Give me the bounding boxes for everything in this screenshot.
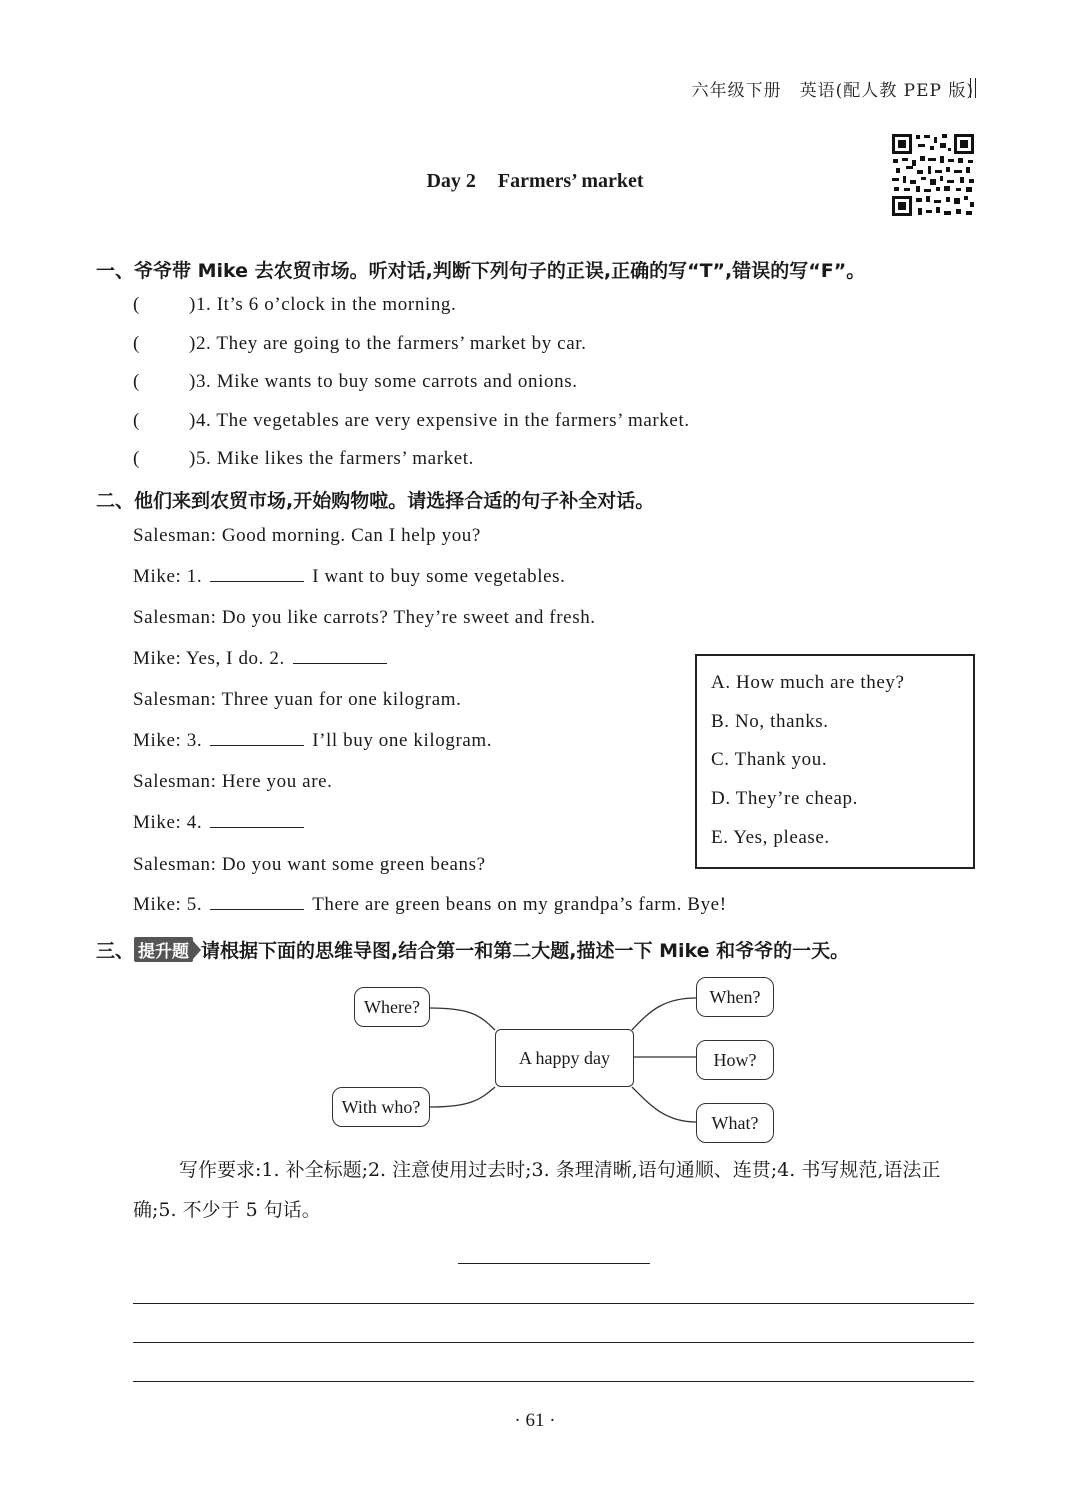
mind-node-what: What? xyxy=(696,1103,774,1143)
option-d: D. They’re cheap. xyxy=(711,788,859,809)
tf-item: ( )2. They are going to the farmers’ market by car. xyxy=(133,333,587,354)
tf-item: ( )4. The vegetables are very expensive in the farmers’ market. xyxy=(133,410,690,431)
dialogue-line: Mike: 1. I want to buy some vegetables. xyxy=(133,566,566,587)
book-header: 六年级下册 英语(配人教 PEP 版) xyxy=(691,81,974,101)
dialogue-line: Salesman: Do you like carrots? They’re sweet and fresh. xyxy=(133,607,596,628)
paren-open[interactable]: ( xyxy=(133,448,140,469)
page-title xyxy=(0,170,1070,193)
tf-item: ( )1. It’s 6 o’clock in the morning. xyxy=(133,294,457,315)
writing-line[interactable] xyxy=(133,1303,974,1304)
section2-heading: 二、他们来到农贸市场,开始购物啦。请选择合适的句子补全对话。 xyxy=(96,490,655,512)
mind-node-when: When? xyxy=(696,977,774,1017)
answer-blank[interactable] xyxy=(293,662,387,664)
options-box xyxy=(695,654,975,869)
paren-open[interactable]: ( xyxy=(133,333,140,354)
writing-line[interactable] xyxy=(133,1342,974,1343)
paren-open[interactable]: ( xyxy=(133,294,140,315)
mind-map xyxy=(320,970,790,1150)
writing-requirements: 写作要求:1. 补全标题;2. 注意使用过去时;3. 条理清晰,语句通顺、连贯;4. 书写规范,语法正确;5. 不少于 5 句话。 xyxy=(133,1159,941,1221)
dialogue-line: Mike: Yes, I do. 2. xyxy=(133,648,395,670)
tf-item: ( )3. Mike wants to buy some carrots and onions. xyxy=(133,371,578,392)
section3-heading: 三、 提升题 请根据下面的思维导图,结合第一和第二大题,描述一下 Mike 和爷爷的一天。 xyxy=(96,936,849,963)
section1-heading: 一、爷爷带 Mike 去农贸市场。听对话,判断下列句子的正误,正确的写“T”,错误的写“F”。 xyxy=(96,260,866,282)
tf-item: ( )5. Mike likes the farmers’ market. xyxy=(133,448,474,469)
dialogue-line: Mike: 4. xyxy=(133,812,312,834)
dialogue-line: Mike: 3. I’ll buy one kilogram. xyxy=(133,730,493,751)
dialogue-line: Mike: 5. There are green beans on my grandpa’s farm. Bye! xyxy=(133,894,727,915)
mind-node-how: How? xyxy=(696,1040,774,1080)
dialogue-line: Salesman: Here you are. xyxy=(133,771,333,792)
mind-node-where: Where? xyxy=(354,987,430,1027)
answer-blank[interactable] xyxy=(210,580,304,582)
page-number: · 61 · xyxy=(514,1410,556,1431)
option-e: E. Yes, please. xyxy=(711,827,830,848)
option-c: C. Thank you. xyxy=(711,749,828,770)
dialogue-line: Salesman: Good morning. Can I help you? xyxy=(133,525,481,546)
writing-line[interactable] xyxy=(133,1381,974,1382)
title-topic: Farmers’ market xyxy=(497,170,644,192)
answer-blank[interactable] xyxy=(210,908,304,910)
mind-node-center: A happy day xyxy=(495,1029,634,1087)
paren-open[interactable]: ( xyxy=(133,371,140,392)
title-day: Day 2 xyxy=(426,170,476,192)
header-divider xyxy=(970,78,976,98)
option-a: A. How much are they? xyxy=(711,672,905,693)
answer-blank[interactable] xyxy=(210,826,304,828)
mind-node-with-who: With who? xyxy=(332,1087,430,1127)
answer-blank[interactable] xyxy=(210,744,304,746)
level-up-badge: 提升题 xyxy=(134,937,193,962)
essay-title-line[interactable] xyxy=(458,1263,650,1264)
dialogue-line: Salesman: Do you want some green beans? xyxy=(133,854,486,875)
paren-open[interactable]: ( xyxy=(133,410,140,431)
option-b: B. No, thanks. xyxy=(711,711,829,732)
dialogue-line: Salesman: Three yuan for one kilogram. xyxy=(133,689,462,710)
